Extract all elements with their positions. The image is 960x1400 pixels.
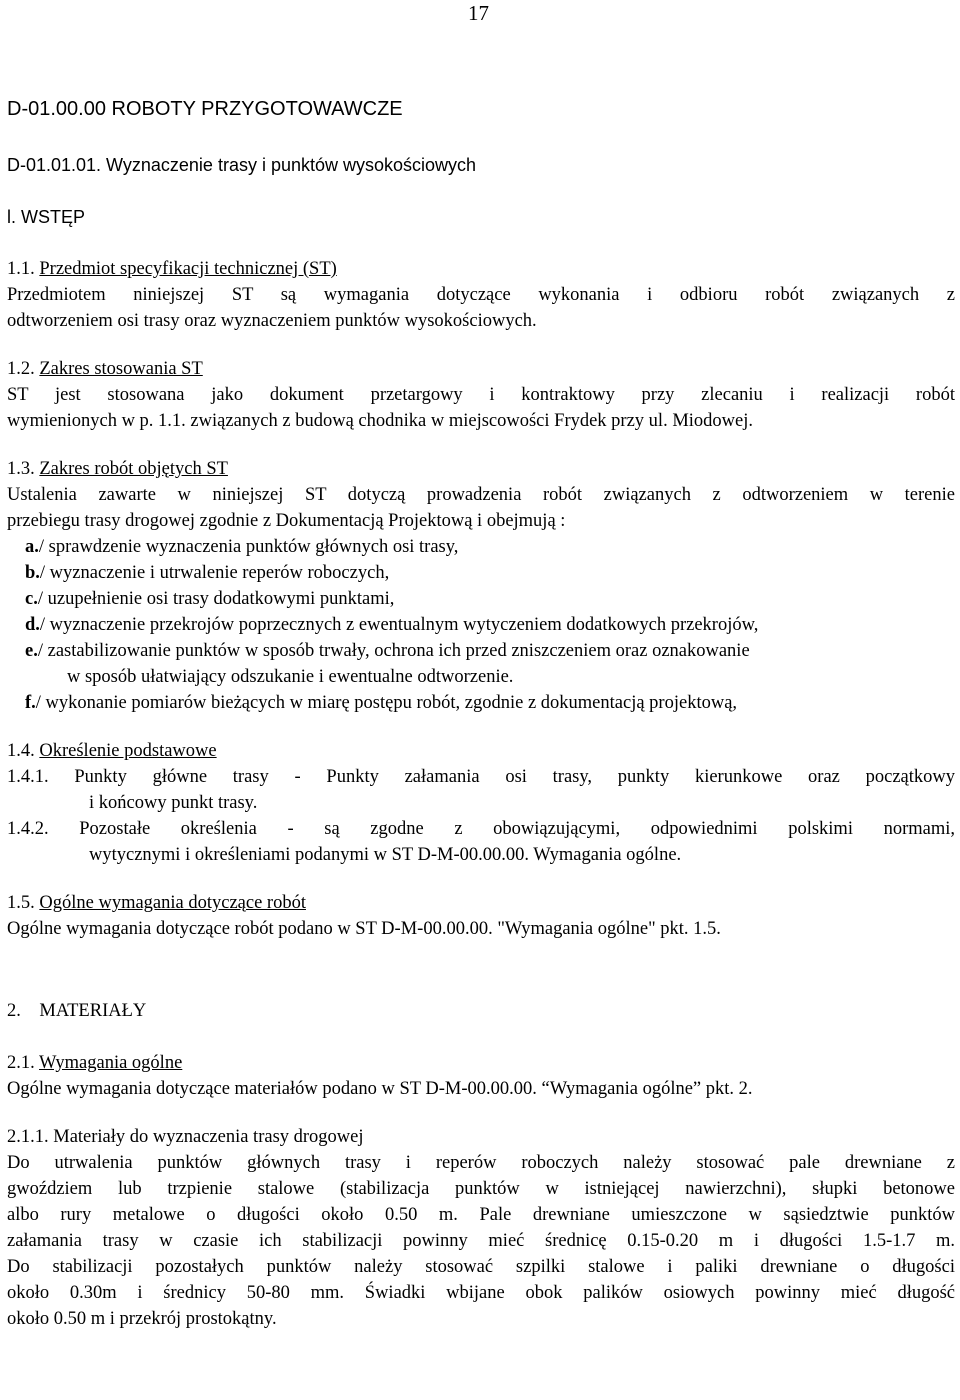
s13-title: Zakres robót objętych ST	[39, 459, 228, 479]
list-item-e-continuation: w sposób ułatwiający odszukanie i ewentualne odtworzenie.	[67, 667, 514, 687]
s211-title: Materiały do wyznaczenia trasy drogowej	[53, 1127, 364, 1147]
s14-heading	[7, 738, 955, 764]
section-2-heading	[7, 998, 955, 1024]
s15-line: Ogólne wymagania dotyczące robót podano w ST D-M-00.00.00. "Wymagania ogólne" pkt. 1.5.	[7, 919, 721, 939]
main-heading: D-01.00.00 ROBOTY PRZYGOTOWAWCZE	[7, 98, 403, 120]
s14-number: 1.4.	[7, 741, 35, 761]
def-1-line-1: 1.4.1. Punkty główne trasy - Punkty załamania osi trasy, punkty kierunkowe oraz początkowy	[7, 767, 955, 787]
sub-heading: D-01.01.01. Wyznaczenie trasy i punktów wysokościowych	[7, 155, 477, 175]
def-1-line-2: i końcowy punkt trasy.	[89, 793, 258, 813]
s21-title: Wymagania ogólne	[39, 1053, 183, 1073]
s12-heading	[7, 356, 955, 382]
s13-heading	[7, 456, 955, 482]
s211-line-3: albo rury metalowe o długości około 0.50 m. Pale drewniane umieszczone w sąsiedztwie punktów	[7, 1205, 955, 1225]
s211-line-6: około 0.30m i średnicy 50-80 mm. Świadki wbijane obok palików osiowych powinny mieć długość	[7, 1283, 955, 1303]
s21-line: Ogólne wymagania dotyczące materiałów podano w ST D-M-00.00.00. “Wymagania ogólne” pkt. 2.	[7, 1079, 753, 1099]
s13-line-2: przebiegu trasy drogowej zgodnie z Dokumentacją Projektową i obejmują :	[7, 511, 566, 531]
s12-line-1: ST jest stosowana jako dokument przetargowy i kontraktowy przy zlecaniu i realizacji robót	[7, 385, 955, 405]
s11-line-1: Przedmiotem niniejszej ST są wymagania dotyczące wykonania i odbioru robót związanych z	[7, 285, 955, 305]
list-item-a: a./ sprawdzenie wyznaczenia punktów głównych osi trasy,	[25, 537, 459, 557]
page-number: 17	[468, 1, 489, 25]
s21-number: 2.1.	[7, 1053, 35, 1073]
s211-line-2: gwoździem lub trzpienie stalowe (stabilizacja punktów w istniejącej nawierzchni), słupki betonowe	[7, 1179, 955, 1199]
section-2-title: MATERIAŁY	[39, 1001, 147, 1021]
s21-heading	[7, 1050, 955, 1076]
s211-heading	[7, 1124, 955, 1150]
s211-number: 2.1.1.	[7, 1127, 49, 1147]
s15-heading	[7, 890, 955, 916]
s211-line-4: załamania trasy w czasie ich stabilizacji powinny mieć średnicę 0.15-0.20 m i długości 1.5-1.7 m.	[7, 1231, 955, 1251]
s211-line-1: Do utrwalenia punktów głównych trasy i reperów roboczych należy stosować pale drewniane z	[7, 1153, 955, 1173]
s13-number: 1.3.	[7, 459, 35, 479]
list-item-d: d./ wyznaczenie przekrojów poprzecznych z ewentualnym wytyczeniem dodatkowych przekrojów,	[25, 615, 759, 635]
list-item-c: c./ uzupełnienie osi trasy dodatkowymi punktami,	[25, 589, 395, 609]
list-item-b: b./ wyznaczenie i utrwalenie reperów roboczych,	[25, 563, 390, 583]
s15-title: Ogólne wymagania dotyczące robót	[39, 893, 306, 913]
s11-number: 1.1.	[7, 259, 35, 279]
s12-title: Zakres stosowania ST	[39, 359, 203, 379]
s11-heading	[7, 256, 955, 282]
list-item-e: e./ zastabilizowanie punktów w sposób trwały, ochrona ich przed zniszczeniem oraz oznakowanie	[25, 641, 750, 661]
s12-line-2: wymienionych w p. 1.1. związanych z budową chodnika w miejscowości Frydek przy ul. Miodowej.	[7, 411, 753, 431]
section-2-number: 2.	[7, 1001, 21, 1021]
document-page	[7, 96, 955, 1332]
s12-number: 1.2.	[7, 359, 35, 379]
s211-line-7: około 0.50 m i przekrój prostokątny.	[7, 1309, 277, 1329]
s211-line-5: Do stabilizacji pozostałych punktów należy stosować szpilki stalowe i paliki drewniane o długości	[7, 1257, 955, 1277]
s11-title: Przedmiot specyfikacji technicznej (ST)	[39, 259, 337, 279]
s13-line-1: Ustalenia zawarte w niniejszej ST dotyczą prowadzenia robót związanych z odtworzeniem w terenie	[7, 485, 955, 505]
section-1-heading: l. WSTĘP	[7, 207, 86, 227]
def-2-line-1: 1.4.2. Pozostałe określenia - są zgodne z obowiązującymi, odpowiednimi polskimi normami,	[7, 819, 956, 839]
s14-title: Określenie podstawowe	[39, 741, 217, 761]
list-item-f: f./ wykonanie pomiarów bieżących w miarę postępu robót, zgodnie z dokumentacją projektową,	[25, 693, 738, 713]
s15-number: 1.5.	[7, 893, 35, 913]
def-2-line-2: wytycznymi i określeniami podanymi w ST D-M-00.00.00. Wymagania ogólne.	[89, 845, 682, 865]
s11-line-2: odtworzeniem osi trasy oraz wyznaczeniem punktów wysokościowych.	[7, 311, 537, 331]
